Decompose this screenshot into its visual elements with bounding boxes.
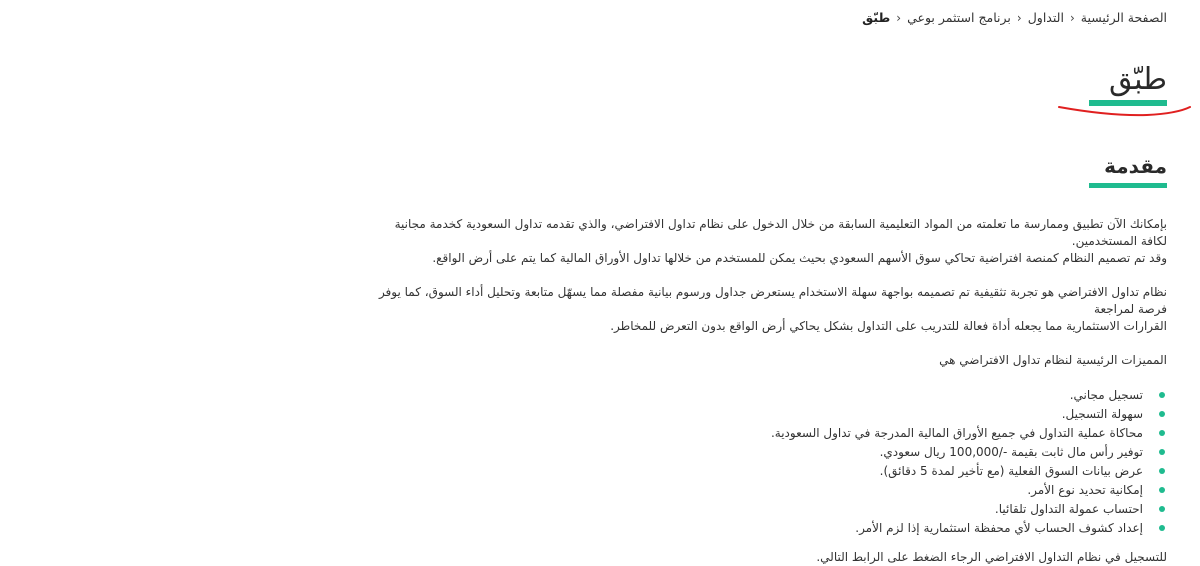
- bullet-dot-icon: [1159, 411, 1165, 417]
- list-item: [367, 481, 1167, 500]
- feature-text: احتساب عمولة التداول تلقائيا.: [994, 502, 1143, 516]
- list-item: [367, 462, 1167, 481]
- feature-text: عرض بيانات السوق الفعلية (مع تأخير لمدة 5 دقائق).: [879, 464, 1143, 478]
- bullet-dot-icon: [1159, 430, 1165, 436]
- section-underline: [1089, 183, 1167, 188]
- register-instruction: للتسجيل في نظام التداول الافتراضي الرجاء الضغط على الرابط التالي.: [816, 550, 1167, 564]
- bullet-dot-icon: [1159, 487, 1165, 493]
- chevron-left-icon: ‹: [1069, 10, 1075, 25]
- feature-text: محاكاة عملية التداول في جميع الأوراق المالية المدرجة في تداول السعودية.: [770, 426, 1143, 440]
- intro-paragraph-1-line-2: وقد تم تصميم النظام كمنصة افتراضية تحاكي سوق الأسهم السعودي بحيث يمكن للمستخدم من خلالها تداول الأوراق المالية كما يتم على أرض الواقع.: [432, 251, 1167, 265]
- chevron-left-icon: ‹: [896, 10, 902, 25]
- breadcrumb-invest-program-link[interactable]: برنامج استثمر بوعي: [907, 10, 1011, 25]
- list-item: [367, 424, 1167, 443]
- bullet-dot-icon: [1159, 525, 1165, 531]
- list-item: [367, 500, 1167, 519]
- breadcrumb: [862, 10, 1167, 25]
- section-title: مقدمة: [1104, 154, 1167, 178]
- list-item: [367, 443, 1167, 462]
- feature-text: إعداد كشوف الحساب لأي محفظة استثمارية إذا لزم الأمر.: [855, 521, 1143, 535]
- list-item: [367, 386, 1167, 405]
- intro-paragraph-1-line-1: بإمكانك الآن تطبيق وممارسة ما تعلمته من المواد التعليمية السابقة من خلال الدخول على نظام تداول الافتراضي، والذي تقدمه تداول السعودية كخدمة مجانية لكافة المستخدمين.: [394, 217, 1167, 248]
- feature-text: توفير رأس مال ثابت بقيمة -/100,000 ريال سعودي.: [879, 445, 1143, 459]
- main-content: [367, 216, 1167, 566]
- bullet-dot-icon: [1159, 392, 1165, 398]
- feature-text: سهولة التسجيل.: [1061, 407, 1143, 421]
- bullet-dot-icon: [1159, 449, 1165, 455]
- intro-paragraph-2-line-1: نظام تداول الافتراضي هو تجربة تثقيفية تم تصميمه بواجهة سهلة الاستخدام يستعرض جداول ورسوم بيانية مفصلة مما يسهّل متابعة وتحليل أداء السوق، كما يوفر فرصة لمراجعة: [378, 285, 1167, 316]
- intro-paragraph-2: [367, 284, 1167, 335]
- red-annotation-mark: [1057, 104, 1192, 122]
- features-lead: المميزات الرئيسية لنظام تداول الافتراضي هي: [939, 353, 1167, 367]
- bullet-dot-icon: [1159, 468, 1165, 474]
- feature-text: إمكانية تحديد نوع الأمر.: [1027, 483, 1143, 497]
- feature-list: [367, 386, 1167, 538]
- list-item: [367, 405, 1167, 424]
- page-title: طبّق: [1109, 62, 1167, 97]
- feature-text: تسجيل مجاني.: [1069, 388, 1143, 402]
- intro-paragraph-2-line-2: القرارات الاستثمارية مما يجعله أداة فعالة للتدريب على التداول بشكل يحاكي أرض الواقع بدون التعرض للمخاطر.: [610, 319, 1167, 333]
- breadcrumb-trading-link[interactable]: التداول: [1027, 10, 1064, 25]
- list-item: [367, 519, 1167, 538]
- bullet-dot-icon: [1159, 506, 1165, 512]
- intro-paragraph-1: [367, 216, 1167, 267]
- breadcrumb-home-link[interactable]: الصفحة الرئيسية: [1080, 10, 1167, 25]
- chevron-left-icon: ‹: [1016, 10, 1022, 25]
- breadcrumb-current: طبّق: [862, 10, 891, 25]
